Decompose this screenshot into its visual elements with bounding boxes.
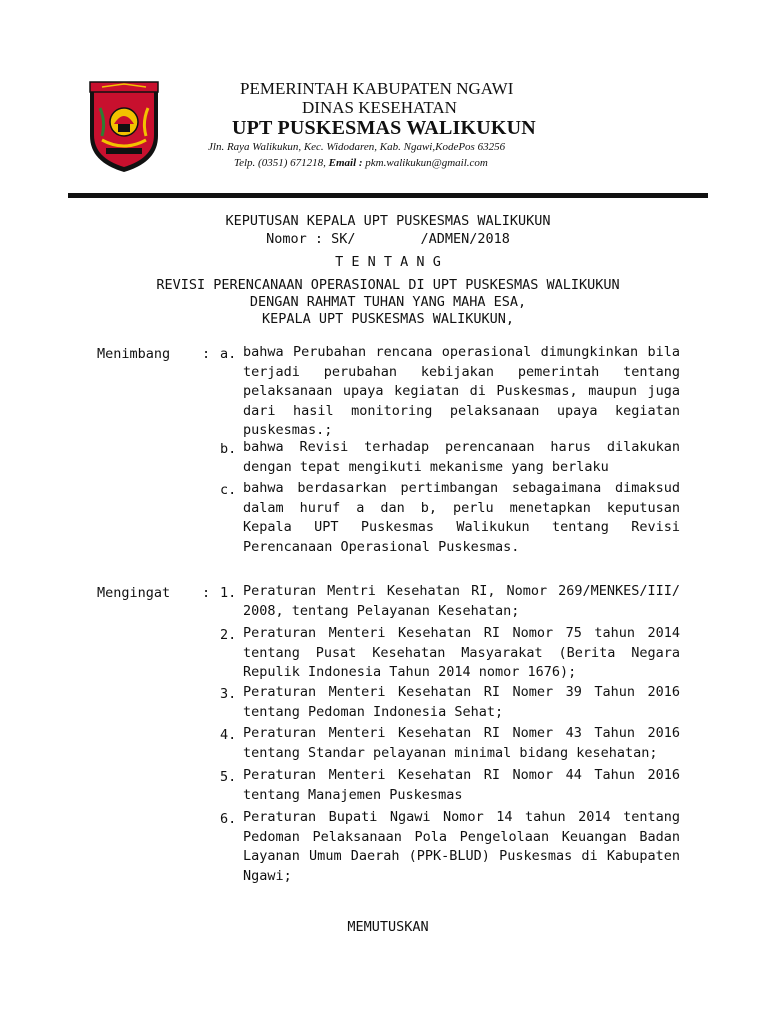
mengingat-mark-6: 6. bbox=[220, 811, 237, 827]
mengingat-item-1: Peraturan Mentri Kesehatan RI, Nomor 269/MENKES/III/ 2008, tentang Pelayanan Kesehatan; bbox=[243, 583, 680, 619]
menimbang-mark-a: a. bbox=[220, 346, 237, 362]
mengingat-mark-4: 4. bbox=[220, 727, 237, 743]
tentang-heading: T E N T A N G bbox=[335, 254, 441, 270]
letterhead-institution: UPT PUSKESMAS WALIKUKUN bbox=[232, 117, 536, 139]
decree-number: Nomor : SK/ /ADMEN/2018 bbox=[266, 231, 510, 247]
menimbang-mark-b: b. bbox=[220, 441, 237, 457]
mengingat-mark-2: 2. bbox=[220, 627, 237, 643]
menimbang-mark-c: c. bbox=[220, 482, 237, 498]
mengingat-mark-5: 5. bbox=[220, 769, 237, 785]
mengingat-mark-1: 1. bbox=[220, 585, 237, 601]
mengingat-label: Mengingat bbox=[97, 585, 171, 601]
mengingat-item-4: Peraturan Menteri Kesehatan RI Nomer 43 Tahun 2016 tentang Standar pelayanan minimal bidang kesehatan; bbox=[243, 725, 680, 761]
letterhead-email-label: Email : bbox=[328, 157, 363, 169]
letterhead-phone: Telp. (0351) 671218, bbox=[234, 157, 326, 169]
letterhead-divider bbox=[68, 193, 708, 198]
letterhead-contact bbox=[234, 157, 488, 169]
memutuskan-heading: MEMUTUSKAN bbox=[347, 919, 429, 935]
menimbang-item-c: bahwa berdasarkan pertimbangan sebagaimana dimaksud dalam huruf a dan b, perlu menetapkan keputusan Kepala UPT Puskesmas Walikukun tentang Revisi Perencanaan Operasional Puskesmas. bbox=[243, 480, 680, 555]
mengingat-colon: : bbox=[202, 585, 211, 601]
ngawi-regency-emblem bbox=[88, 78, 160, 174]
menimbang-colon: : bbox=[202, 346, 211, 362]
menimbang-item-a: bahwa Perubahan rencana operasional dimungkinkan bila terjadi perubahan kebijakan pemerintah tentang pelaksanaan upaya kegiatan di Puskesmas, maupun juga dari hasil monitoring pelaksanaan upaya kegiatan puskesmas.; bbox=[243, 344, 680, 438]
mengingat-item-5: Peraturan Menteri Kesehatan RI Nomor 44 Tahun 2016 tentang Manajemen Puskesmas bbox=[243, 767, 680, 803]
invocation: DENGAN RAHMAT TUHAN YANG MAHA ESA, bbox=[249, 294, 527, 310]
mengingat-item-3: Peraturan Menteri Kesehatan RI Nomer 39 Tahun 2016 tentang Pedoman Indonesia Sehat; bbox=[243, 684, 680, 720]
issuer-heading: KEPALA UPT PUSKESMAS WALIKUKUN, bbox=[262, 311, 514, 327]
decree-title: KEPUTUSAN KEPALA UPT PUSKESMAS WALIKUKUN bbox=[225, 213, 551, 229]
letterhead-government: PEMERINTAH KABUPATEN NGAWI bbox=[240, 79, 514, 98]
mengingat-mark-3: 3. bbox=[220, 686, 237, 702]
letterhead-email: pkm.walikukun@gmail.com bbox=[365, 157, 488, 169]
mengingat-item-6: Peraturan Bupati Ngawi Nomor 14 tahun 2014 tentang Pedoman Pelaksanaan Pola Pengelolaan Keuangan Badan Layanan Umum Daerah (PPK-BLUD) Puskesmas di Kabupaten Ngawi; bbox=[243, 809, 680, 884]
decree-subject: REVISI PERENCANAAN OPERASIONAL DI UPT PUSKESMAS WALIKUKUN bbox=[156, 277, 620, 293]
menimbang-item-b: bahwa Revisi terhadap perencanaan harus dilakukan dengan tepat mengikuti mekanisme yang berlaku bbox=[243, 439, 680, 475]
letterhead-address: Jln. Raya Walikukun, Kec. Widodaren, Kab. Ngawi,KodePos 63256 bbox=[208, 141, 506, 153]
mengingat-item-2: Peraturan Menteri Kesehatan RI Nomor 75 tahun 2014 tentang Pusat Kesehatan Masyarakat (Berita Negara Repulik Indonesia Tahun 2014 nomor 1676); bbox=[243, 625, 680, 680]
letterhead-department: DINAS KESEHATAN bbox=[302, 98, 457, 117]
menimbang-label: Menimbang bbox=[97, 346, 171, 362]
